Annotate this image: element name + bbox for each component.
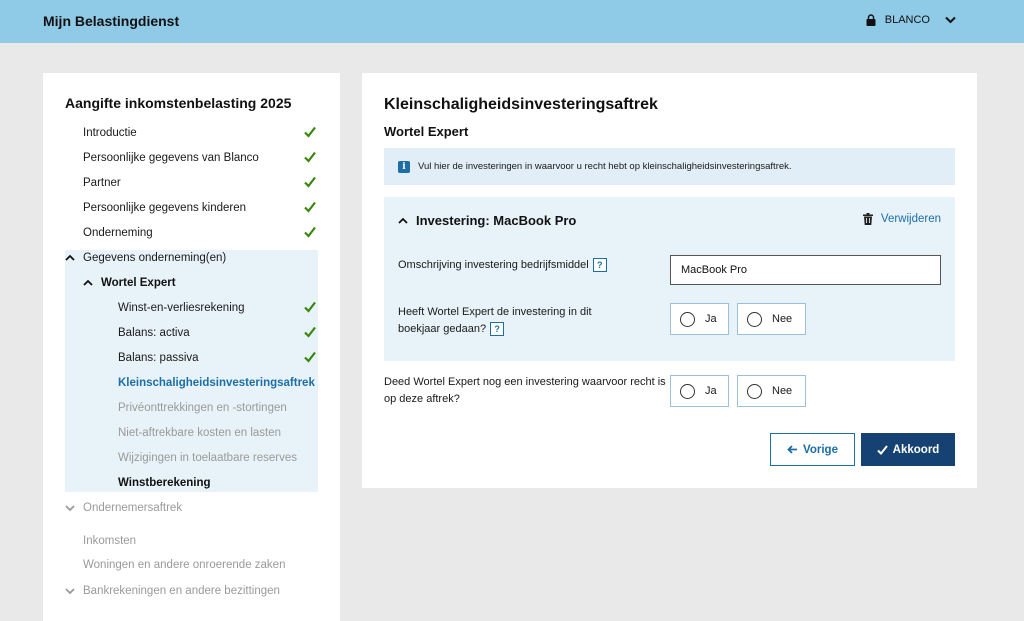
sidebar-item-label: Woningen en andere onroerende zaken	[83, 558, 286, 571]
check-icon	[304, 351, 316, 363]
radio-circle	[747, 312, 762, 327]
radio-yes-boekjaar[interactable]	[670, 303, 729, 335]
check-icon	[304, 226, 316, 238]
check-icon	[304, 301, 316, 313]
sidebar-item-kinderen[interactable]	[43, 195, 340, 220]
page-subtitle: Wortel Expert	[384, 124, 469, 139]
sidebar-item-ondernemersaftrek[interactable]	[43, 495, 340, 520]
delete-label: Verwijderen	[880, 213, 941, 225]
sidebar-item-onderneming[interactable]	[43, 220, 340, 245]
akkoord-button[interactable]	[861, 433, 955, 466]
chevron-up-icon	[83, 279, 93, 287]
sidebar-item-wijzigingen-reserves[interactable]	[43, 445, 340, 470]
sidebar-item-wortel-expert[interactable]	[43, 270, 340, 295]
akkoord-label: Akkoord	[892, 443, 940, 456]
sidebar-title: Aangifte inkomstenbelasting 2025	[65, 95, 292, 111]
sidebar-item-label: Introductie	[83, 126, 137, 139]
sidebar-item-label: Niet-aftrekbare kosten en lasten	[118, 426, 282, 439]
question-description	[398, 257, 648, 274]
sidebar-item-label: Winst-en-verliesrekening	[118, 301, 245, 314]
radio-label: Nee	[772, 385, 793, 397]
sidebar-item-niet-aftrekbare-kosten[interactable]	[43, 420, 340, 445]
sidebar-item-inkomsten[interactable]	[43, 528, 340, 553]
radio-no-another[interactable]	[737, 375, 806, 407]
radio-circle	[680, 384, 695, 399]
chevron-down-icon	[945, 16, 956, 24]
sidebar-item-label: Wortel Expert	[101, 276, 176, 289]
sidebar-item-label: Inkomsten	[83, 534, 137, 547]
radio-label: Ja	[705, 385, 717, 397]
check-icon	[304, 126, 316, 138]
help-icon[interactable]: ?	[593, 258, 607, 272]
sidebar-item-balans-passiva[interactable]	[43, 345, 340, 370]
sidebar-item-introductie[interactable]	[43, 120, 340, 145]
radio-yes-another[interactable]	[670, 375, 729, 407]
check-icon	[304, 151, 316, 163]
sidebar-item-persoonlijke-gegevens[interactable]	[43, 145, 340, 170]
sidebar-item-label: Kleinschaligheidsinvesteringsaftrek	[118, 376, 315, 389]
trash-icon	[863, 213, 873, 225]
investment-card	[384, 197, 955, 361]
sidebar-item-label: Privéonttrekkingen en -stortingen	[118, 401, 287, 414]
sidebar-item-label: Persoonlijke gegevens van Blanco	[83, 151, 259, 164]
chevron-up-icon	[398, 217, 408, 225]
sidebar	[43, 73, 340, 621]
question-boekjaar	[398, 304, 598, 338]
chevron-down-icon	[65, 504, 75, 512]
sidebar-item-label: Balans: passiva	[118, 351, 199, 364]
radio-label: Nee	[772, 313, 793, 325]
sidebar-item-label: Wijzigingen in toelaatbare reserves	[118, 451, 297, 464]
top-bar	[0, 0, 1024, 43]
sidebar-item-bankrekeningen[interactable]	[43, 578, 340, 603]
radio-circle	[680, 312, 695, 327]
check-icon	[304, 326, 316, 338]
sidebar-item-winst-en-verliesrekening[interactable]	[43, 295, 340, 320]
sidebar-item-label: Ondernemersaftrek	[83, 501, 183, 514]
description-input[interactable]: MacBook Pro	[670, 255, 941, 285]
question-label: Omschrijving investering bedrijfsmiddel	[398, 259, 589, 271]
sidebar-item-label: Winstberekening	[118, 476, 211, 489]
sidebar-item-label: Balans: activa	[118, 326, 190, 339]
sidebar-item-partner[interactable]	[43, 170, 340, 195]
lock-icon	[866, 14, 876, 26]
previous-label: Vorige	[803, 443, 838, 456]
info-text: Vul hier de investeringen in waarvoor u recht hebt op kleinschaligheidsinvesteringsaftrek.	[418, 161, 792, 172]
brand-title[interactable]: Mijn Belastingdienst	[43, 13, 180, 29]
chevron-down-icon	[65, 587, 75, 595]
sidebar-item-winstberekening[interactable]	[43, 470, 340, 495]
radio-circle	[747, 384, 762, 399]
sidebar-item-priveonttrekkingen[interactable]	[43, 395, 340, 420]
help-icon[interactable]: ?	[490, 322, 504, 336]
check-icon	[304, 201, 316, 213]
sidebar-item-label: Persoonlijke gegevens kinderen	[83, 201, 247, 214]
check-icon	[304, 176, 316, 188]
sidebar-item-label: Partner	[83, 176, 121, 189]
radio-no-boekjaar[interactable]	[737, 303, 806, 335]
sidebar-item-label: Onderneming	[83, 226, 153, 239]
check-icon	[877, 445, 888, 455]
info-banner	[384, 148, 955, 185]
sidebar-item-woningen[interactable]	[43, 552, 340, 577]
info-icon: i	[398, 161, 410, 173]
radio-label: Ja	[705, 313, 717, 325]
sidebar-item-balans-activa[interactable]	[43, 320, 340, 345]
page-title: Kleinschaligheidsinvesteringsaftrek	[384, 96, 658, 113]
chevron-up-icon	[65, 254, 75, 262]
investment-toggle[interactable]	[398, 213, 576, 228]
user-name: BLANCO	[884, 14, 930, 26]
sidebar-item-label: Bankrekeningen en andere bezittingen	[83, 584, 280, 597]
question-another-investment: Deed Wortel Expert nog een investering waarvoor recht is op deze aftrek?	[384, 376, 666, 405]
delete-button[interactable]	[863, 213, 941, 225]
previous-button[interactable]	[770, 433, 855, 466]
investment-heading: Investering: MacBook Pro	[416, 213, 577, 228]
user-menu[interactable]	[866, 14, 956, 26]
sidebar-item-label: Gegevens onderneming(en)	[83, 251, 227, 264]
sidebar-item-kleinschaligheidsinvesteringsaftrek[interactable]	[43, 370, 340, 395]
question-label: Heeft Wortel Expert de investering in dit boekjaar gedaan?	[398, 306, 592, 335]
main-panel	[362, 73, 977, 488]
sidebar-item-gegevens-ondernemingen[interactable]	[43, 245, 340, 270]
arrow-left-icon	[787, 445, 798, 454]
